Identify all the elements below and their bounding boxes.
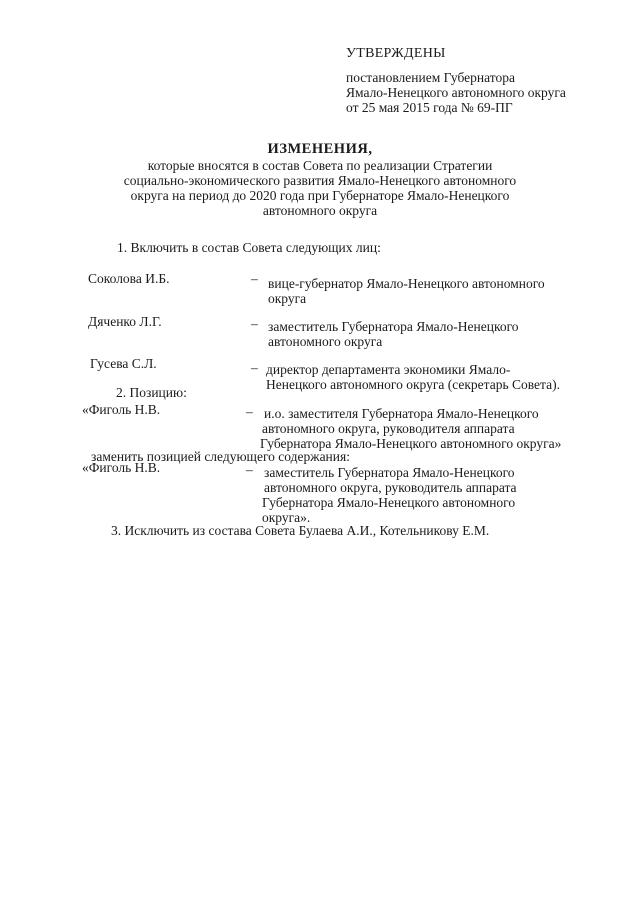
approval-line: постановлением Губернатора [346,70,515,85]
member-desc: заместитель Губернатора Ямало-Ненецкого [268,319,519,334]
approval-title: УТВЕРЖДЕНЫ [346,46,446,61]
member-desc: вице-губернатор Ямало-Ненецкого автономного [268,276,545,291]
member-name: Соколова И.Б. [88,271,170,286]
approval-line: от 25 мая 2015 года № 69-ПГ [346,100,513,115]
subtitle-line: автономного округа [262,203,378,218]
subtitle-line: социально-экономического развития Ямало-Ненецкого автономного [123,173,517,188]
member-name: Гусева С.Л. [90,356,157,371]
member-dash: – [251,271,258,286]
new-position-desc: Губернатора Ямало-Ненецкого автономного [262,495,516,510]
new-position-desc: округа». [262,510,311,525]
item-1-text: 1. Включить в состав Совета следующих лиц: [117,240,381,255]
member-dash: – [251,360,258,375]
new-position-name: «Фиголь Н.В. [82,460,161,475]
old-position-desc: автономного округа, руководителя аппарата [262,421,515,436]
subtitle-line: которые вносятся в состав Совета по реализации Стратегии [147,158,493,173]
member-desc: округа [268,291,307,306]
old-position-name: «Фиголь Н.В. [82,402,161,417]
member-desc: автономного округа [268,334,383,349]
new-position-dash: – [246,462,253,477]
replace-text: заменить позицией следующего содержания: [91,449,350,464]
member-desc: Ненецкого автономного округа (секретарь Совета). [266,377,560,392]
item-2-text: 2. Позицию: [116,385,187,400]
member-desc: директор департамента экономики Ямало- [266,362,511,377]
old-position-desc: Губернатора Ямало-Ненецкого автономного округа» [260,436,562,451]
document-heading: ИЗМЕНЕНИЯ, [267,141,373,157]
member-dash: – [251,316,258,331]
subtitle-line: округа на период до 2020 года при Губернаторе Ямало-Ненецкого [130,188,510,203]
approval-line: Ямало-Ненецкого автономного округа [346,85,566,100]
new-position-desc: автономного округа, руководитель аппарата [264,480,517,495]
old-position-desc: и.о. заместителя Губернатора Ямало-Ненецкого [264,406,539,421]
new-position-desc: заместитель Губернатора Ямало-Ненецкого [264,465,515,480]
old-position-dash: – [246,404,253,419]
member-name: Дяченко Л.Г. [88,314,162,329]
item-3-text: 3. Исключить из состава Совета Булаева А.И., Котельникову Е.М. [111,523,490,538]
